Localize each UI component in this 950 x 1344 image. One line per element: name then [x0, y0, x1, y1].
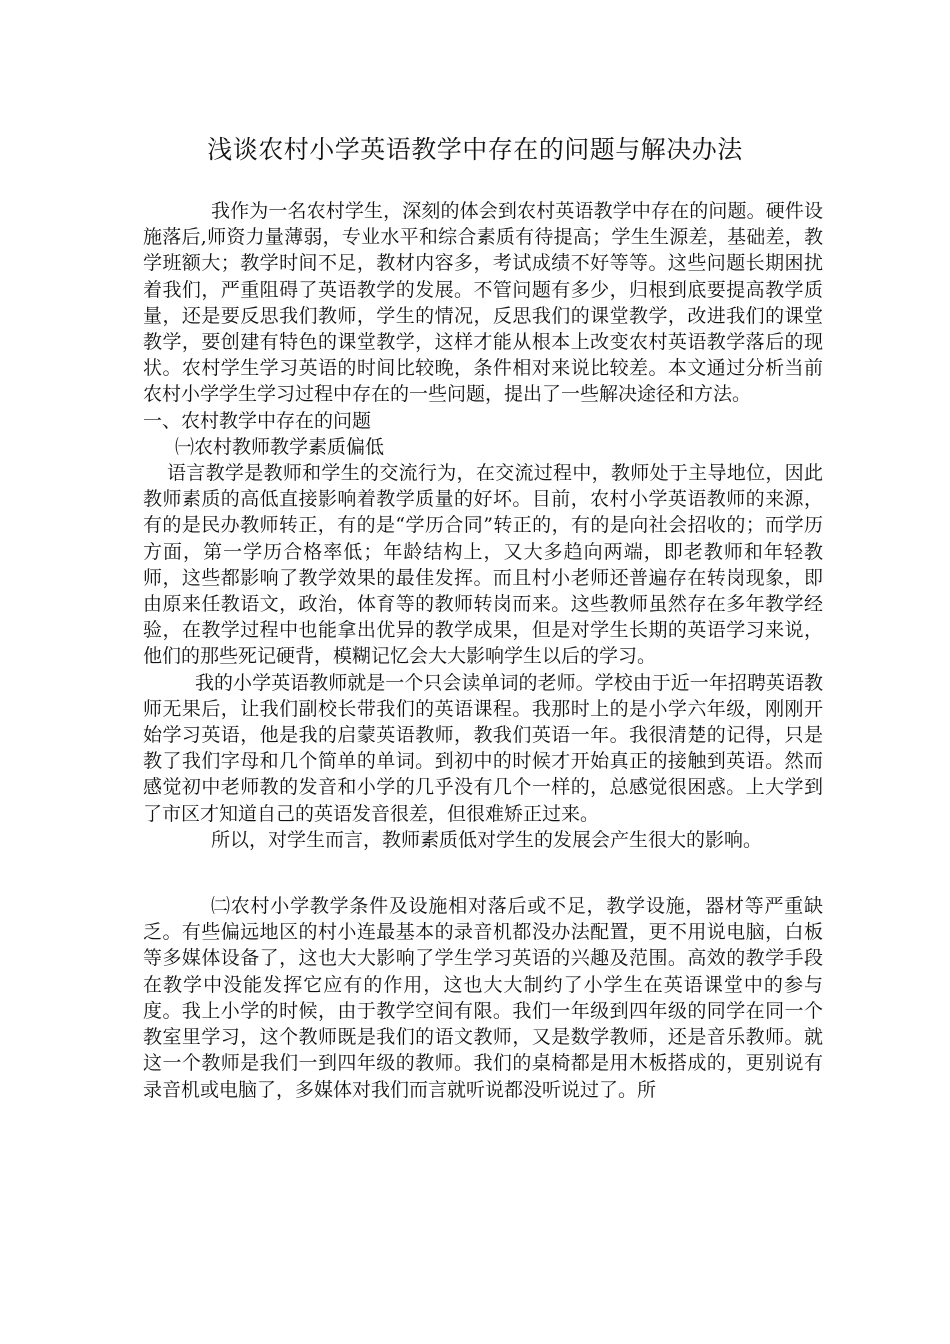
personal-experience-paragraph: 我的小学英语教师就是一个只会读单词的老师。学校由于近一年招聘英语教师无果后，让我们副校长带我们的英语课程。我那时上的是小学六年级，刚刚开始学习英语，他是我的启蒙英语教师，教我们英语一年。我很清楚的记得，只是教了我们字母和几个简单的单词。到初中的时候才开始真正的接触到英语。然而感觉初中老师教的发音和小学的几乎没有几个一样的，总感觉很困惑。上大学到了市区才知道自己的英语发音很差，但很难矫正过来。 [143, 671, 823, 825]
section-heading-1: 一、农村教学中存在的问题 [143, 409, 372, 432]
subsection-heading-1: ㈠农村教师教学素质偏低 [175, 435, 385, 458]
document-title: 浅谈农村小学英语教学中存在的问题与解决办法 [207, 135, 743, 164]
conclusion-paragraph: 所以，对学生而言，教师素质低对学生的发展会产生很大的影响。 [211, 828, 763, 851]
paragraph-spacer [143, 853, 823, 893]
facilities-paragraph: ㈡农村小学教学条件及设施相对落后或不足，教学设施，器材等严重缺乏。有些偏远地区的村小连最基本的录音机都没办法配置，更不用说电脑，白板等多媒体设备了，这也大大影响了学生学习英语的兴趣及范围。高效的教学手段在教学中没能发挥它应有的作用，这也大大制约了小学生在英语课堂中的参与度。我上小学的时候，由于教学空间有限。我们一年级到四年级的同学在同一个教室里学习，这个教师既是我们的语文教师，又是数学教师，还是音乐教师。就这一个教师是我们一到四年级的教师。我们的桌椅都是用木板搭成的，更别说有录音机或电脑了，多媒体对我们而言就听说都没听说过了。所 [143, 895, 823, 1101]
teacher-quality-paragraph: 语言教学是教师和学生的交流行为，在交流过程中，教师处于主导地位，因此教师素质的高低直接影响着教学质量的好坏。目前，农村小学英语教师的来源，有的是民办教师转正，有的是“学历合同”转正的，有的是向社会招收的；而学历方面，第一学历合格率低；年龄结构上，又大多趋向两端，即老教师和年轻教师，这些都影响了教学效果的最佳发挥。而且村小老师还普遍存在转岗现象，即由原来任教语文，政治，体育等的教师转岗而来。这些教师虽然存在多年教学经验，在教学过程中也能拿出优异的教学成果，但是对学生长期的英语学习来说，他们的那些死记硬背，模糊记忆会大大影响学生以后的学习。 [143, 462, 823, 668]
document-body [143, 198, 823, 1103]
intro-paragraph: 我作为一名农村学生，深刻的体会到农村英语教学中存在的问题。硬件设施落后,师资力量薄弱，专业水平和综合素质有待提高；学生生源差，基础差，教学班额大；教学时间不足，教材内容多，考试成绩不好等等。这些问题长期困扰着我们，严重阻碍了英语教学的发展。不管问题有多少，归根到底要提高教学质量，还是要反思我们教师，学生的情况，反思我们的课堂教学，改进我们的课堂教学，要创建有特色的课堂教学，这样才能从根本上改变农村英语教学落后的现状。农村学生学习英语的时间比较晚，条件相对来说比较差。本文通过分析当前农村小学学生学习过程中存在的一些问题，提出了一些解决途径和方法。 [143, 200, 823, 406]
